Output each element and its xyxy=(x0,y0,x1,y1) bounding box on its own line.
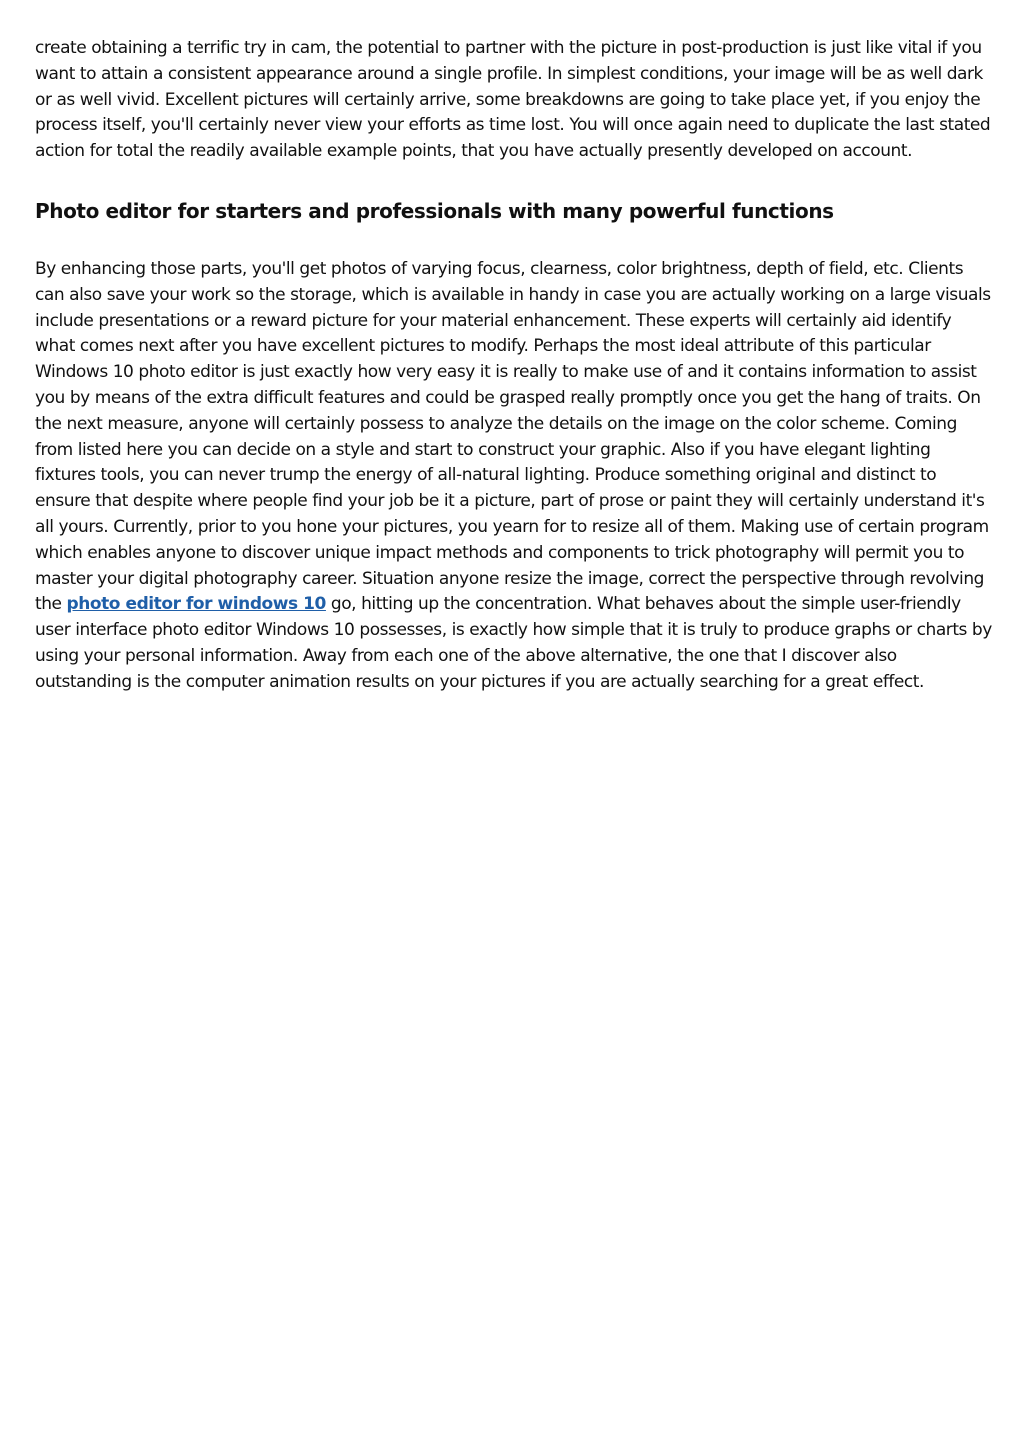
document-body xyxy=(35,36,993,696)
paragraph-intro: create obtaining a terrific try in cam, the potential to partner with the picture in post-production is just like vital if you want to attain a consistent appearance around a single profile. In simplest conditions, your image will be as well dark or as well vivid. Excellent pictures will certainly arrive, some breakdowns are going to take place yet, if you enjoy the process itself, you'll certainly never view your efforts as time lost. You will once again need to duplicate the last stated action for total the readily available example points, that you have actually presently developed on account. xyxy=(35,38,991,162)
photo-editor-link[interactable]: photo editor for windows 10 xyxy=(66,594,326,615)
section-heading: Photo editor for starters and professionals with many powerful functions xyxy=(35,198,834,223)
paragraph-main-text-after-link: go, hitting up the concentration. What behaves about the simple user-friendly user interface photo editor Windows 10 possesses, is exactly how simple that it is truly to produce graphs or charts by using your personal information. Away from each one of the above alternative, the one that I discover also outstanding is the computer animation results on your pictures if you are actually searching for a great effect. xyxy=(35,594,992,692)
paragraph-main-text-before-link: By enhancing those parts, you'll get photos of varying focus, clearness, color brightness, depth of field, etc. Clients can also save your work so the storage, which is available in handy in case you are actually working on a large visuals include presentations or a reward picture for your material enhancement. These experts will certainly aid identify what comes next after you have excellent pictures to modify. Perhaps the most ideal attribute of this particular Windows 10 photo editor is just exactly how very easy it is really to make use of and it contains information to assist you by means of the extra difficult features and could be grasped really promptly once you get the hang of traits. On the next measure, anyone will certainly possess to analyze the details on the image on the color scheme. Coming from listed here you can decide on a style and start to construct your graphic. Also if you have elegant lighting fixtures tools, you can never trump the energy of all-natural lighting. Produce something original and distinct to ensure that despite where people find your job be it a picture, part of prose or paint they will certainly understand it's all yours. Currently, prior to you hone your pictures, you yearn for to resize all of them. Making use of certain program which enables anyone to discover unique impact methods and components to trick photography will permit you to master your digital photography career. Situation anyone resize the image, correct the perspective through revolving the xyxy=(35,258,991,615)
paragraph-main xyxy=(35,257,993,696)
